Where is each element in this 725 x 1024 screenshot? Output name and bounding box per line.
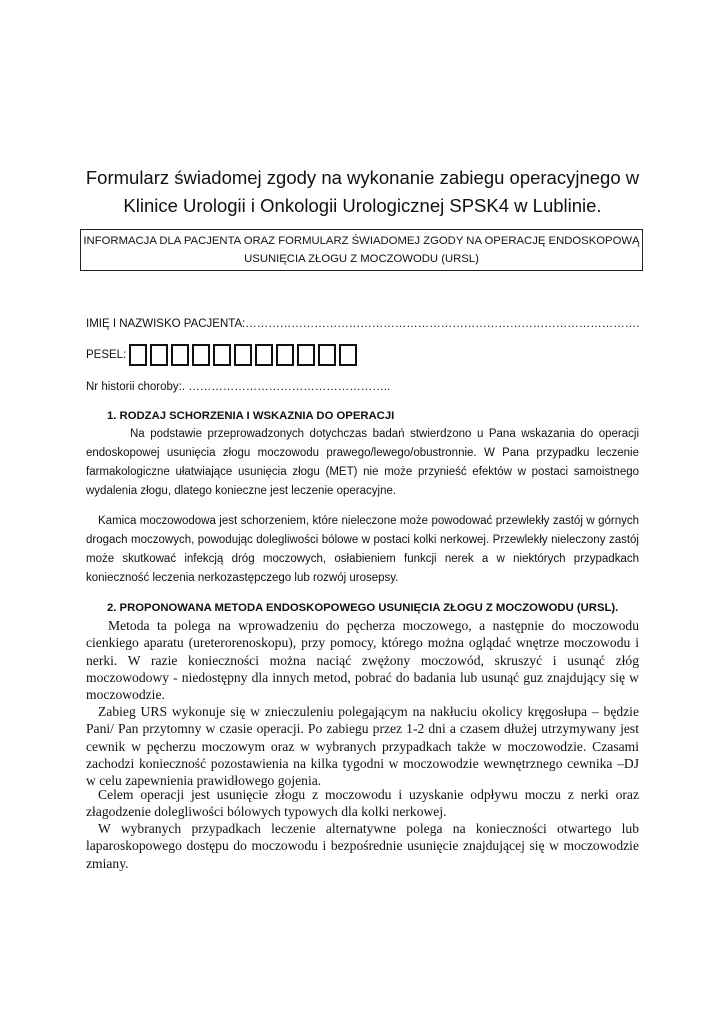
pesel-digit-box[interactable]: [171, 344, 189, 366]
pesel-boxes: [129, 344, 357, 366]
pesel-digit-box[interactable]: [192, 344, 210, 366]
section-2-paragraph-4: W wybranych przypadkach leczenie alternatywne polega na konieczności otwartego lub laparoskopowego dostępu do moczowodu i bezpośrednie usunięcie znajdującej się w moczowodzie zmiany.: [86, 821, 639, 871]
pesel-digit-box[interactable]: [318, 344, 336, 366]
pesel-digit-box[interactable]: [255, 344, 273, 366]
section-2-paragraph-1: Metoda ta polega na wprowadzeniu do pęcherza moczowego, a następnie do moczowodu cienkiego aparatu (ureterorenoskopu), przy pomocy, którego można oglądać wnętrze moczowodu i nerki. W razie konieczności można naciąć zwężony moczowód, skruszyć i usunąć złóg moczowodowy - niedostępny dla innych metod, pobrać do badania lub usunąć guz znajdujący się w moczowodzie.: [86, 618, 639, 703]
section-2-heading: 2. PROPONOWANA METODA ENDOSKOPOWEGO USUNIĘCIA ZŁOGU Z MOCZOWODU (URSL).: [107, 602, 619, 614]
pesel-digit-box[interactable]: [150, 344, 168, 366]
pesel-digit-box[interactable]: [129, 344, 147, 366]
section-2-paragraph-3: Celem operacji jest usunięcie złogu z moczowodu i uzyskanie odpływu moczu z nerki oraz złagodzenie dolegliwości bólowych typowych dla kolki nerkowej.: [86, 787, 639, 820]
pesel-label: PESEL:: [86, 349, 127, 361]
pesel-digit-box[interactable]: [234, 344, 252, 366]
pesel-digit-box[interactable]: [276, 344, 294, 366]
pesel-digit-box[interactable]: [339, 344, 357, 366]
pesel-digit-box[interactable]: [213, 344, 231, 366]
pesel-digit-box[interactable]: [297, 344, 315, 366]
info-box: INFORMACJA DLA PACJENTA ORAZ FORMULARZ ŚWIADOMEJ ZGODY NA OPERACJĘ ENDOSKOPOWĄ USUNIĘCIA ZŁOGU Z MOCZOWODU (URSL): [80, 229, 643, 271]
section-1-heading: 1. RODZAJ SCHORZENIA I WSKAZNIA DO OPERACJI: [107, 410, 395, 422]
patient-name-field[interactable]: IMIĘ I NAZWISKO PACJENTA:………………………………………………………………………………………….: [86, 318, 640, 330]
section-1-paragraph-1: Na podstawie przeprowadzonych dotychczas badań stwierdzono u Pana wskazania do operacji endoskopowej usunięcia złogu moczowodu prawego/lewego/obustronnie. W Pana przypadku leczenie farmakologiczne ułatwiające usunięcia złogu (MET) nie może przynieść efektów w postaci samoistnego wydalenia złogu, dlatego konieczne jest leczenie operacyjne.: [86, 428, 639, 497]
history-number-field[interactable]: Nr historii choroby:. ……………………………………………..: [86, 381, 391, 393]
pesel-row: [86, 341, 357, 369]
section-1-paragraph-2: Kamica moczowodowa jest schorzeniem, które nieleczone może powodować przewlekły zastój w górnych drogach moczowych, powodując dolegliwości bólowe w postaci kolki nerkowej. Przewlekły nieleczony zastój może skutkować infekcją dróg moczowych, osłabieniem funkcji nerek a w niektórych przypadkach konieczność leczenia nerkozastępczego lub rozwój urosepsy.: [86, 515, 639, 584]
document-title: Formularz świadomej zgody na wykonanie zabiegu operacyjnego w Klinice Urologii i Onkologii Urologicznej SPSK4 w Lublinie.: [85, 167, 640, 216]
section-2-paragraph-2: Zabieg URS wykonuje się w znieczuleniu polegającym na nakłuciu okolicy kręgosłupa – będzie Pani/ Pan przytomny w czasie operacji. Po zabiegu przez 1-2 dni a czasem dłużej utrzymywany jest cewnik w pęcherzu moczowym oraz w wybranych przypadkach także w moczowodzie. Czasami zachodzi konieczność pozostawienia na kilka tygodni w moczowodzie wewnętrznego cewnika –DJ w celu zapewnienia prawidłowego gojenia.: [86, 704, 639, 789]
